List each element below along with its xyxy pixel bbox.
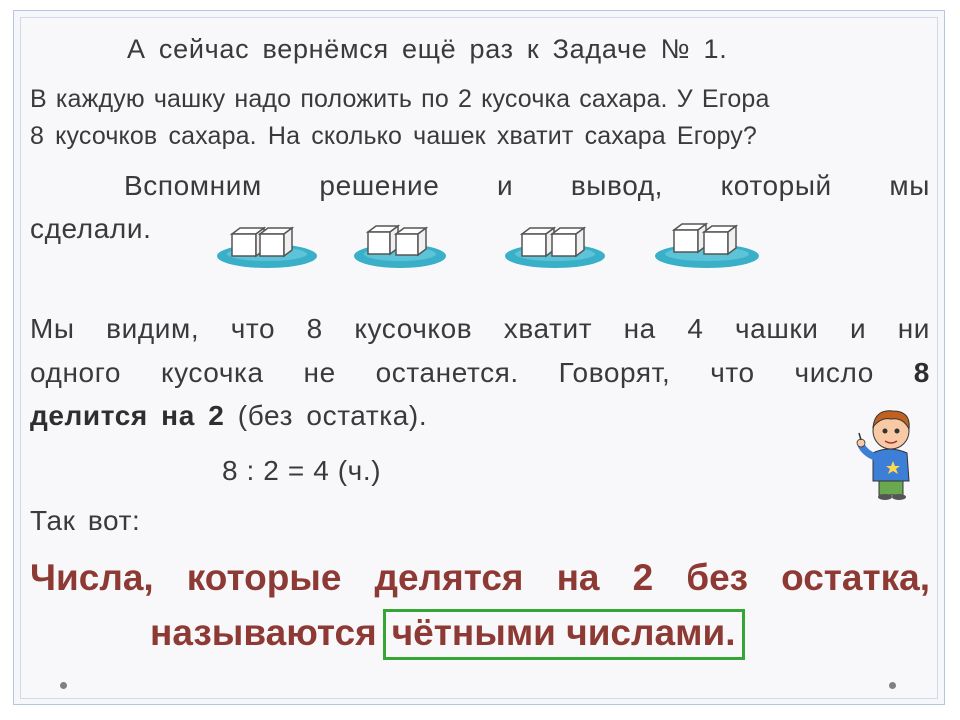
rule-called-label: называются [150, 612, 377, 653]
conclusion-number-8: 8 [913, 357, 930, 388]
even-numbers-highlight: чётными числами. [383, 609, 745, 660]
conclusion-word: на [623, 313, 656, 344]
rule-word: которые [186, 557, 342, 598]
division-equation: 8 : 2 = 4 (ч.) [222, 455, 382, 486]
recall-line-2: сделали. [30, 213, 152, 244]
conclusion-word: останется. [375, 357, 519, 388]
conclusion-line-3 [30, 400, 427, 432]
conclusion-word: кусочков [354, 313, 473, 344]
conclusion-word: 4 [687, 313, 704, 344]
sugar-cubes-on-plate-icon [650, 218, 760, 270]
recall-word: мы [889, 170, 930, 201]
conclusion-remainder-note: (без остатка). [224, 400, 428, 431]
rule-line-2 [150, 609, 745, 660]
conclusion-line-2 [30, 357, 930, 389]
recall-word: и [497, 170, 514, 201]
conclusion-word: ни [897, 313, 930, 344]
recall-word: который [720, 170, 832, 201]
conclusion-word: одного [30, 357, 122, 388]
so-label: Так вот: [30, 505, 141, 536]
conclusion-word: что [710, 357, 755, 388]
conclusion-word: Говорят, [558, 357, 671, 388]
recall-word: Вспомним [124, 170, 262, 201]
rule-word: 2 [632, 557, 654, 598]
rule-word: на [556, 557, 600, 598]
sugar-cubes-on-plate-icon [500, 218, 610, 270]
rule-word: делятся [374, 557, 524, 598]
recall-word: решение [319, 170, 440, 201]
conclusion-word: что [230, 313, 276, 344]
conclusion-word: и [849, 313, 867, 344]
corner-dot-right [889, 682, 896, 689]
conclusion-line-1 [30, 313, 930, 345]
conclusion-word: чашки [734, 313, 819, 344]
recall-word: вывод, [570, 170, 664, 201]
conclusion-word: хватит [503, 313, 593, 344]
corner-dot-left [60, 682, 67, 689]
conclusion-word: число [794, 357, 874, 388]
boy-pointing-icon [855, 403, 923, 501]
conclusion-word: не [303, 357, 336, 388]
task-text-line-1: В каждую чашку надо положить по 2 кусочка сахара. У Егора [30, 85, 770, 113]
conclusion-word: видим, [106, 313, 200, 344]
sugar-cubes-on-plate-icon [350, 218, 460, 270]
rule-word: остатка, [781, 557, 930, 598]
task-text-line-2: 8 кусочков сахара. На сколько чашек хватит сахара Егору? [30, 122, 757, 150]
conclusion-word: 8 [306, 313, 323, 344]
conclusion-divides-by-2: делится на 2 [30, 400, 225, 431]
conclusion-word: кусочка [160, 357, 264, 388]
rule-word: без [686, 557, 749, 598]
sugar-cubes-on-plate-icon [212, 218, 322, 270]
rule-word: Числа, [30, 557, 154, 598]
recall-line-1 [124, 170, 930, 202]
conclusion-word: Мы [30, 313, 75, 344]
slide-title: А сейчас вернёмся ещё раз к Задаче № 1. [127, 34, 728, 64]
rule-line-1 [30, 557, 930, 599]
